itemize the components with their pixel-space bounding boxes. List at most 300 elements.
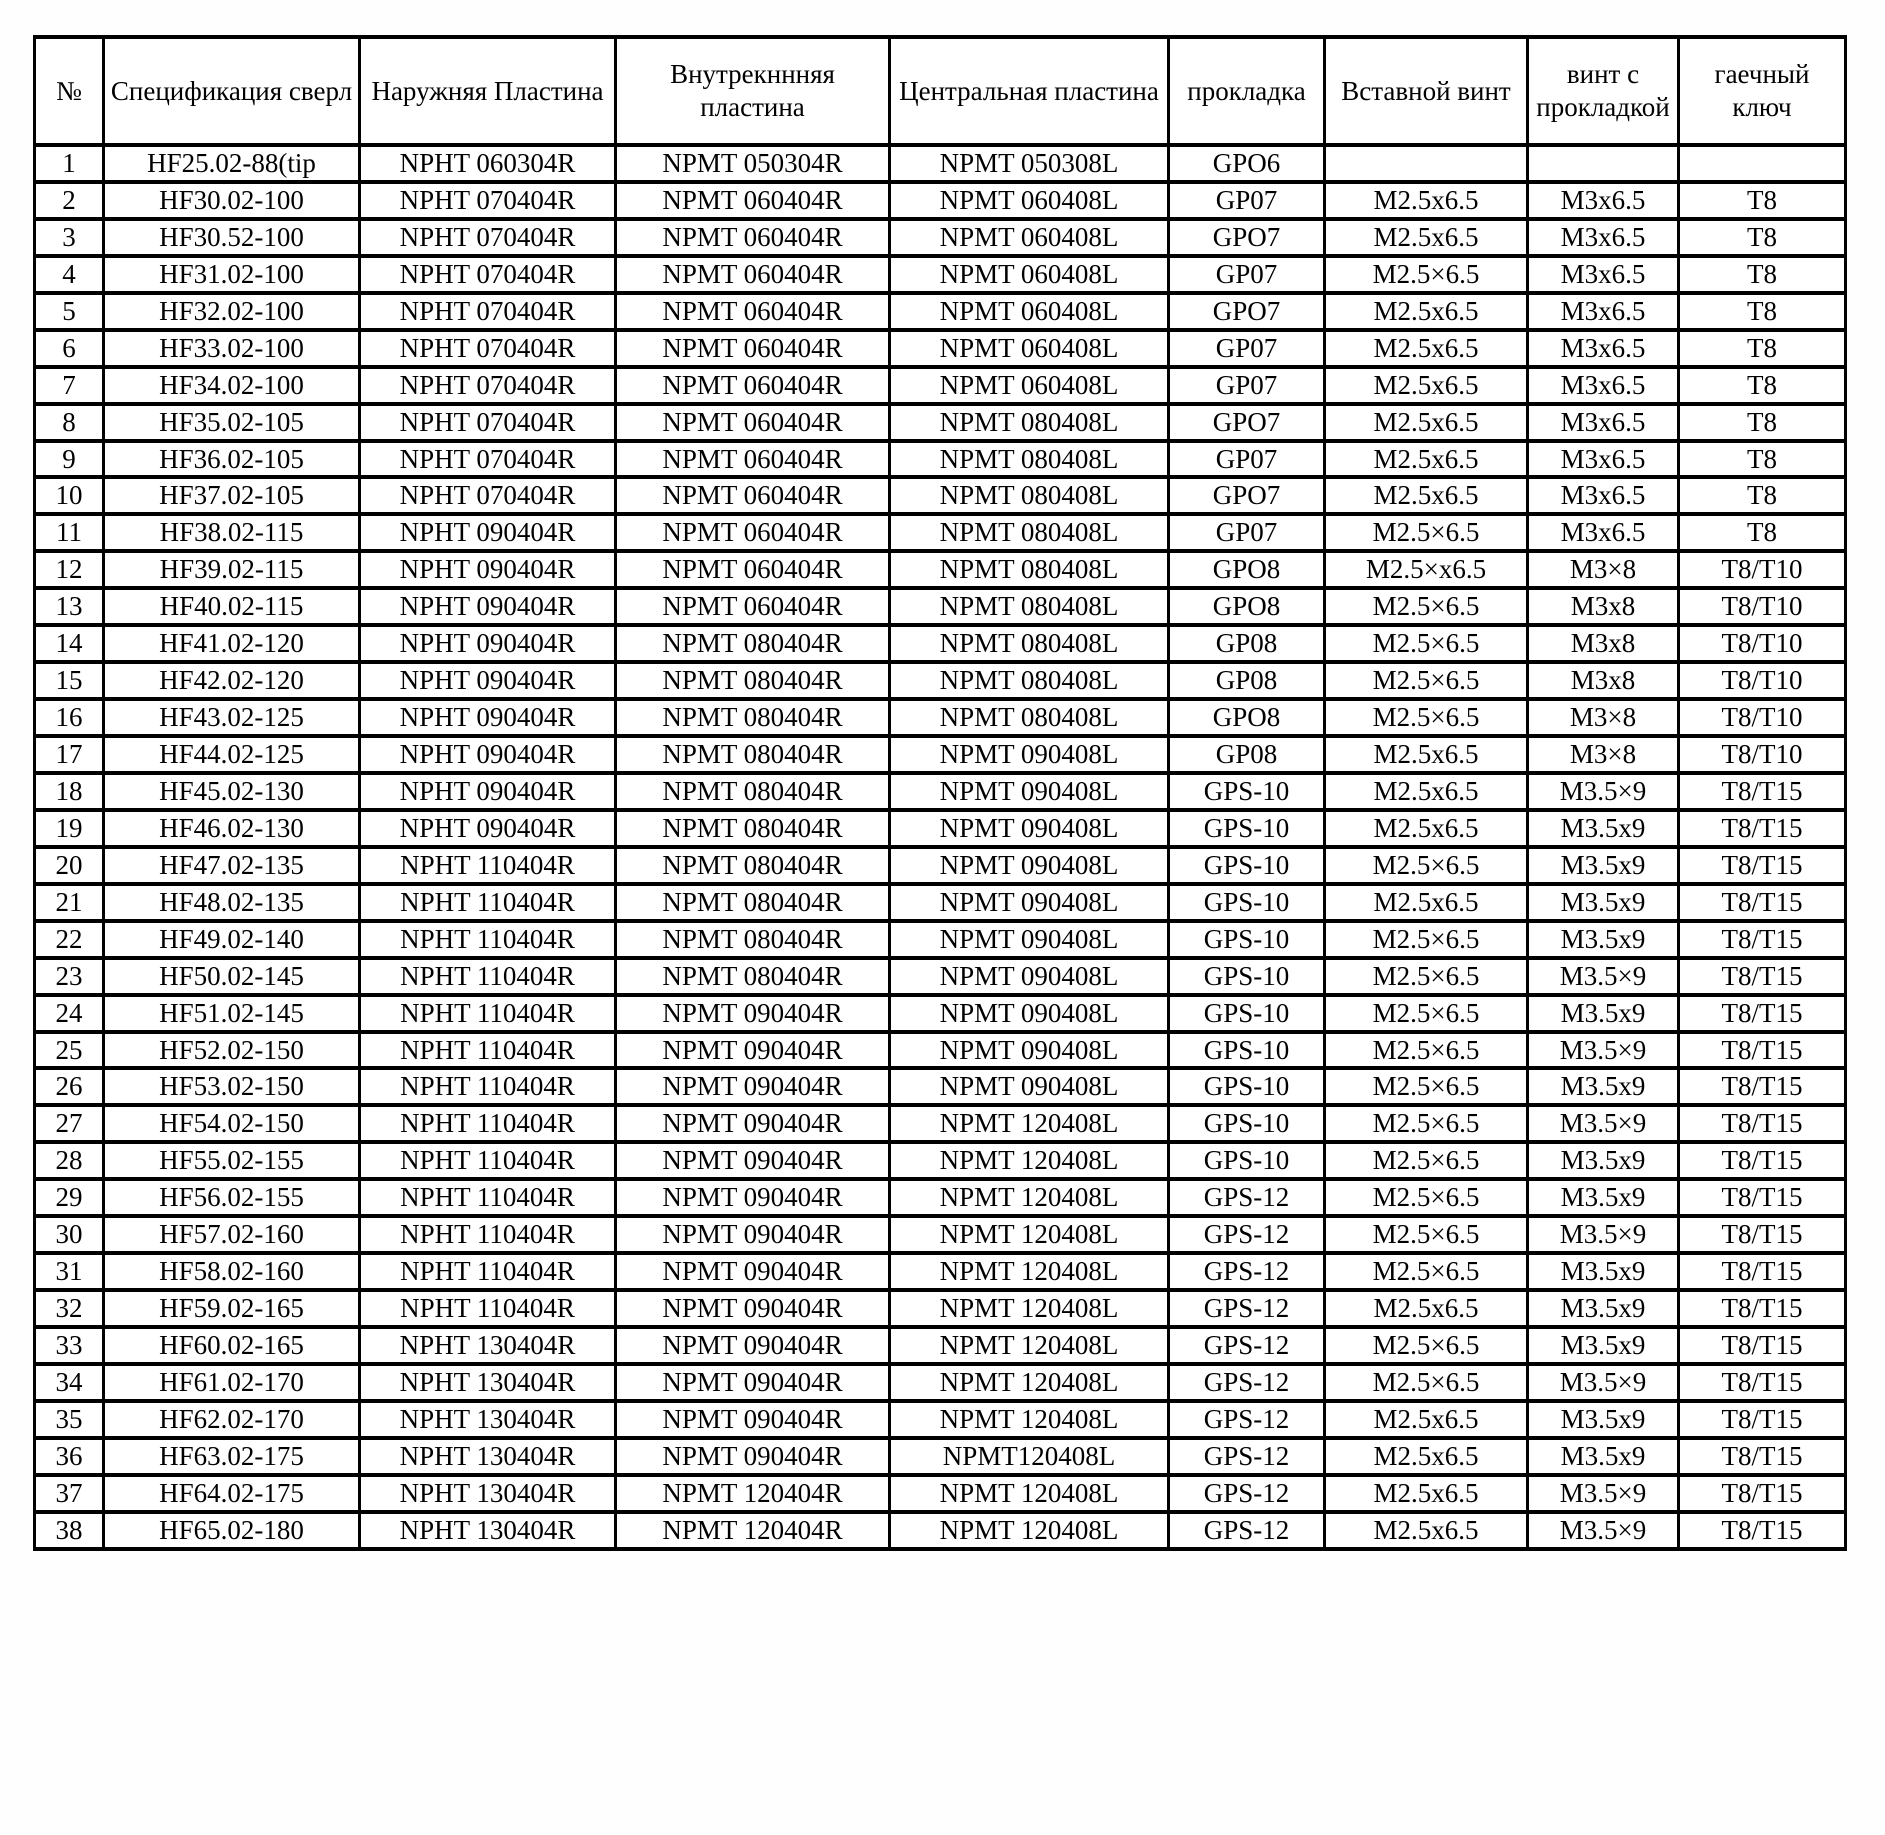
header-row xyxy=(35,37,1846,145)
cell-num: 18 xyxy=(35,773,104,810)
cell-outer-plate: NPHT 110404R xyxy=(360,1105,616,1142)
table-row xyxy=(35,1105,1846,1142)
cell-inner-plate: NPMT 090404R xyxy=(616,1253,890,1290)
cell-central-plate: NPMT 090408L xyxy=(890,1032,1169,1069)
cell-inner-plate: NPMT 090404R xyxy=(616,1032,890,1069)
cell-screw-with-gasket: M3.5×9 xyxy=(1528,1364,1679,1401)
cell-screw-with-gasket: M3x6.5 xyxy=(1528,367,1679,404)
cell-gasket: GPO8 xyxy=(1169,699,1325,736)
cell-outer-plate: NPHT 130404R xyxy=(360,1327,616,1364)
cell-gasket: GPS-12 xyxy=(1169,1253,1325,1290)
cell-num: 34 xyxy=(35,1364,104,1401)
cell-screw-with-gasket: M3.5x9 xyxy=(1528,1327,1679,1364)
cell-inner-plate: NPMT 060404R xyxy=(616,182,890,219)
cell-inner-plate: NPMT 080404R xyxy=(616,773,890,810)
cell-insert-screw: M2.5×6.5 xyxy=(1325,256,1528,293)
cell-screw-with-gasket: M3.5x9 xyxy=(1528,1253,1679,1290)
cell-num: 37 xyxy=(35,1475,104,1512)
cell-gasket: GP07 xyxy=(1169,441,1325,478)
cell-inner-plate: NPMT 090404R xyxy=(616,1142,890,1179)
cell-outer-plate: NPHT 060304R xyxy=(360,145,616,182)
cell-screw-with-gasket: M3.5x9 xyxy=(1528,847,1679,884)
cell-spec: HF64.02-175 xyxy=(104,1475,360,1512)
table-row xyxy=(35,514,1846,551)
cell-gasket: GPS-12 xyxy=(1169,1327,1325,1364)
cell-central-plate: NPMT 090408L xyxy=(890,884,1169,921)
cell-gasket: GPS-10 xyxy=(1169,958,1325,995)
cell-wrench: T8/T15 xyxy=(1679,1216,1846,1253)
cell-central-plate: NPMT 080408L xyxy=(890,441,1169,478)
cell-spec: HF35.02-105 xyxy=(104,404,360,441)
cell-outer-plate: NPHT 070404R xyxy=(360,330,616,367)
cell-gasket: GPS-10 xyxy=(1169,1068,1325,1105)
cell-spec: HF32.02-100 xyxy=(104,293,360,330)
header-central-plate: Центральная пластина xyxy=(890,37,1169,145)
cell-spec: HF44.02-125 xyxy=(104,736,360,773)
table-row xyxy=(35,588,1846,625)
cell-central-plate: NPMT 090408L xyxy=(890,921,1169,958)
cell-spec: HF65.02-180 xyxy=(104,1512,360,1549)
cell-inner-plate: NPMT 090404R xyxy=(616,1364,890,1401)
cell-wrench: T8/T10 xyxy=(1679,551,1846,588)
cell-central-plate: NPMT 090408L xyxy=(890,995,1169,1032)
cell-num: 28 xyxy=(35,1142,104,1179)
cell-screw-with-gasket: M3x8 xyxy=(1528,625,1679,662)
cell-inner-plate: NPMT 060404R xyxy=(616,588,890,625)
cell-screw-with-gasket: M3.5x9 xyxy=(1528,810,1679,847)
cell-screw-with-gasket: M3.5×9 xyxy=(1528,958,1679,995)
cell-inner-plate: NPMT 090404R xyxy=(616,1327,890,1364)
cell-central-plate: NPMT 080408L xyxy=(890,588,1169,625)
cell-gasket: GPS-10 xyxy=(1169,995,1325,1032)
cell-spec: HF30.02-100 xyxy=(104,182,360,219)
cell-central-plate: NPMT 120408L xyxy=(890,1105,1169,1142)
cell-outer-plate: NPHT 110404R xyxy=(360,1253,616,1290)
table-row xyxy=(35,662,1846,699)
cell-spec: HF36.02-105 xyxy=(104,441,360,478)
cell-outer-plate: NPHT 070404R xyxy=(360,293,616,330)
cell-central-plate: NPMT120408L xyxy=(890,1438,1169,1475)
cell-insert-screw xyxy=(1325,145,1528,182)
cell-spec: HF49.02-140 xyxy=(104,921,360,958)
cell-wrench: T8/T15 xyxy=(1679,1327,1846,1364)
cell-screw-with-gasket: M3×8 xyxy=(1528,551,1679,588)
cell-central-plate: NPMT 120408L xyxy=(890,1142,1169,1179)
cell-num: 29 xyxy=(35,1179,104,1216)
cell-screw-with-gasket: M3x6.5 xyxy=(1528,293,1679,330)
cell-screw-with-gasket: M3.5×9 xyxy=(1528,1475,1679,1512)
cell-gasket: GPS-10 xyxy=(1169,1105,1325,1142)
table-row xyxy=(35,921,1846,958)
cell-outer-plate: NPHT 130404R xyxy=(360,1512,616,1549)
cell-insert-screw: M2.5×6.5 xyxy=(1325,699,1528,736)
cell-gasket: GPO7 xyxy=(1169,477,1325,514)
cell-num: 32 xyxy=(35,1290,104,1327)
table-row xyxy=(35,293,1846,330)
cell-num: 4 xyxy=(35,256,104,293)
cell-wrench: T8/T15 xyxy=(1679,921,1846,958)
cell-spec: HF38.02-115 xyxy=(104,514,360,551)
table-row xyxy=(35,995,1846,1032)
cell-insert-screw: M2.5x6.5 xyxy=(1325,367,1528,404)
cell-outer-plate: NPHT 110404R xyxy=(360,958,616,995)
cell-gasket: GPO7 xyxy=(1169,293,1325,330)
cell-screw-with-gasket: M3×8 xyxy=(1528,699,1679,736)
cell-outer-plate: NPHT 090404R xyxy=(360,514,616,551)
cell-gasket: GP07 xyxy=(1169,514,1325,551)
cell-wrench: T8 xyxy=(1679,182,1846,219)
cell-gasket: GPS-10 xyxy=(1169,1032,1325,1069)
cell-screw-with-gasket: M3.5×9 xyxy=(1528,1105,1679,1142)
cell-insert-screw: M2.5×x6.5 xyxy=(1325,551,1528,588)
cell-spec: HF31.02-100 xyxy=(104,256,360,293)
cell-outer-plate: NPHT 110404R xyxy=(360,884,616,921)
cell-outer-plate: NPHT 130404R xyxy=(360,1438,616,1475)
cell-outer-plate: NPHT 090404R xyxy=(360,551,616,588)
cell-num: 27 xyxy=(35,1105,104,1142)
table-body xyxy=(35,145,1846,1549)
cell-insert-screw: M2.5×6.5 xyxy=(1325,995,1528,1032)
cell-wrench: T8/T10 xyxy=(1679,625,1846,662)
cell-spec: HF50.02-145 xyxy=(104,958,360,995)
table-row xyxy=(35,1253,1846,1290)
cell-wrench: T8 xyxy=(1679,367,1846,404)
cell-wrench: T8/T10 xyxy=(1679,588,1846,625)
cell-screw-with-gasket xyxy=(1528,145,1679,182)
cell-gasket: GPO7 xyxy=(1169,404,1325,441)
table-row xyxy=(35,699,1846,736)
cell-screw-with-gasket: M3x6.5 xyxy=(1528,256,1679,293)
cell-screw-with-gasket: M3.5×9 xyxy=(1528,1032,1679,1069)
cell-outer-plate: NPHT 070404R xyxy=(360,182,616,219)
cell-wrench: T8/T15 xyxy=(1679,1475,1846,1512)
cell-central-plate: NPMT 120408L xyxy=(890,1327,1169,1364)
cell-num: 36 xyxy=(35,1438,104,1475)
cell-insert-screw: M2.5x6.5 xyxy=(1325,1290,1528,1327)
cell-gasket: GP07 xyxy=(1169,367,1325,404)
cell-num: 16 xyxy=(35,699,104,736)
table-row xyxy=(35,625,1846,662)
cell-wrench: T8 xyxy=(1679,477,1846,514)
cell-central-plate: NPMT 090408L xyxy=(890,1068,1169,1105)
cell-num: 11 xyxy=(35,514,104,551)
cell-central-plate: NPMT 060408L xyxy=(890,182,1169,219)
cell-num: 33 xyxy=(35,1327,104,1364)
cell-insert-screw: M2.5×6.5 xyxy=(1325,958,1528,995)
header-outer-plate: Наружняя Пластина xyxy=(360,37,616,145)
table-row xyxy=(35,441,1846,478)
cell-inner-plate: NPMT 060404R xyxy=(616,367,890,404)
cell-spec: HF57.02-160 xyxy=(104,1216,360,1253)
cell-outer-plate: NPHT 090404R xyxy=(360,736,616,773)
cell-num: 21 xyxy=(35,884,104,921)
cell-num: 30 xyxy=(35,1216,104,1253)
cell-central-plate: NPMT 120408L xyxy=(890,1179,1169,1216)
cell-screw-with-gasket: M3x6.5 xyxy=(1528,182,1679,219)
cell-screw-with-gasket: M3x6.5 xyxy=(1528,404,1679,441)
cell-spec: HF58.02-160 xyxy=(104,1253,360,1290)
cell-gasket: GPO6 xyxy=(1169,145,1325,182)
cell-insert-screw: M2.5×6.5 xyxy=(1325,588,1528,625)
cell-insert-screw: M2.5x6.5 xyxy=(1325,330,1528,367)
cell-inner-plate: NPMT 080404R xyxy=(616,921,890,958)
cell-gasket: GPS-12 xyxy=(1169,1290,1325,1327)
cell-central-plate: NPMT 080408L xyxy=(890,477,1169,514)
cell-central-plate: NPMT 120408L xyxy=(890,1512,1169,1549)
cell-inner-plate: NPMT 060404R xyxy=(616,514,890,551)
cell-central-plate: NPMT 060408L xyxy=(890,293,1169,330)
cell-outer-plate: NPHT 110404R xyxy=(360,1290,616,1327)
cell-gasket: GPS-12 xyxy=(1169,1438,1325,1475)
table-row xyxy=(35,1327,1846,1364)
table-header xyxy=(35,37,1846,145)
cell-inner-plate: NPMT 080404R xyxy=(616,884,890,921)
cell-insert-screw: M2.5×6.5 xyxy=(1325,662,1528,699)
table-row xyxy=(35,182,1846,219)
cell-screw-with-gasket: M3.5x9 xyxy=(1528,1142,1679,1179)
table-row xyxy=(35,1179,1846,1216)
cell-wrench: T8/T15 xyxy=(1679,1179,1846,1216)
cell-wrench: T8/T10 xyxy=(1679,736,1846,773)
cell-insert-screw: M2.5x6.5 xyxy=(1325,810,1528,847)
cell-wrench: T8/T15 xyxy=(1679,1142,1846,1179)
cell-num: 20 xyxy=(35,847,104,884)
cell-central-plate: NPMT 080408L xyxy=(890,699,1169,736)
cell-num: 6 xyxy=(35,330,104,367)
cell-wrench: T8/T15 xyxy=(1679,1364,1846,1401)
cell-insert-screw: M2.5x6.5 xyxy=(1325,404,1528,441)
cell-gasket: GPS-12 xyxy=(1169,1216,1325,1253)
cell-wrench: T8/T15 xyxy=(1679,1105,1846,1142)
cell-gasket: GPS-10 xyxy=(1169,884,1325,921)
cell-insert-screw: M2.5x6.5 xyxy=(1325,219,1528,256)
cell-outer-plate: NPHT 070404R xyxy=(360,477,616,514)
cell-screw-with-gasket: M3.5x9 xyxy=(1528,1290,1679,1327)
cell-num: 1 xyxy=(35,145,104,182)
cell-gasket: GPS-12 xyxy=(1169,1364,1325,1401)
cell-insert-screw: M2.5x6.5 xyxy=(1325,773,1528,810)
cell-central-plate: NPMT 090408L xyxy=(890,810,1169,847)
cell-central-plate: NPMT 120408L xyxy=(890,1475,1169,1512)
cell-insert-screw: M2.5×6.5 xyxy=(1325,514,1528,551)
cell-outer-plate: NPHT 110404R xyxy=(360,847,616,884)
cell-gasket: GPS-10 xyxy=(1169,1142,1325,1179)
cell-wrench: T8/T15 xyxy=(1679,1253,1846,1290)
cell-central-plate: NPMT 080408L xyxy=(890,514,1169,551)
cell-insert-screw: M2.5×6.5 xyxy=(1325,1253,1528,1290)
cell-gasket: GP08 xyxy=(1169,736,1325,773)
cell-screw-with-gasket: M3.5x9 xyxy=(1528,995,1679,1032)
cell-inner-plate: NPMT 120404R xyxy=(616,1475,890,1512)
table-row xyxy=(35,1032,1846,1069)
cell-gasket: GPS-10 xyxy=(1169,773,1325,810)
cell-num: 8 xyxy=(35,404,104,441)
cell-num: 7 xyxy=(35,367,104,404)
cell-central-plate: NPMT 080408L xyxy=(890,551,1169,588)
cell-gasket: GPO8 xyxy=(1169,551,1325,588)
cell-wrench: T8 xyxy=(1679,404,1846,441)
cell-outer-plate: NPHT 110404R xyxy=(360,1142,616,1179)
cell-spec: HF59.02-165 xyxy=(104,1290,360,1327)
cell-num: 9 xyxy=(35,441,104,478)
table-row xyxy=(35,884,1846,921)
cell-spec: HF54.02-150 xyxy=(104,1105,360,1142)
cell-central-plate: NPMT 120408L xyxy=(890,1290,1169,1327)
cell-central-plate: NPMT 080408L xyxy=(890,662,1169,699)
cell-num: 35 xyxy=(35,1401,104,1438)
cell-spec: HF52.02-150 xyxy=(104,1032,360,1069)
table-row xyxy=(35,736,1846,773)
cell-central-plate: NPMT 090408L xyxy=(890,958,1169,995)
cell-outer-plate: NPHT 070404R xyxy=(360,256,616,293)
cell-screw-with-gasket: M3.5×9 xyxy=(1528,773,1679,810)
table-row xyxy=(35,1216,1846,1253)
cell-gasket: GPS-12 xyxy=(1169,1179,1325,1216)
cell-outer-plate: NPHT 110404R xyxy=(360,921,616,958)
cell-outer-plate: NPHT 090404R xyxy=(360,699,616,736)
cell-gasket: GP07 xyxy=(1169,182,1325,219)
table-row xyxy=(35,1290,1846,1327)
cell-inner-plate: NPMT 060404R xyxy=(616,404,890,441)
cell-inner-plate: NPMT 090404R xyxy=(616,1290,890,1327)
cell-spec: HF45.02-130 xyxy=(104,773,360,810)
cell-screw-with-gasket: M3x6.5 xyxy=(1528,219,1679,256)
cell-gasket: GP08 xyxy=(1169,625,1325,662)
drill-spec-table xyxy=(33,35,1847,1551)
cell-num: 5 xyxy=(35,293,104,330)
header-screw-with-gasket: винт с прокладкой xyxy=(1528,37,1679,145)
cell-insert-screw: M2.5×6.5 xyxy=(1325,1142,1528,1179)
cell-outer-plate: NPHT 130404R xyxy=(360,1401,616,1438)
cell-outer-plate: NPHT 070404R xyxy=(360,219,616,256)
cell-insert-screw: M2.5x6.5 xyxy=(1325,441,1528,478)
cell-screw-with-gasket: M3.5x9 xyxy=(1528,921,1679,958)
cell-outer-plate: NPHT 090404R xyxy=(360,662,616,699)
cell-spec: HF53.02-150 xyxy=(104,1068,360,1105)
cell-wrench: T8/T15 xyxy=(1679,884,1846,921)
table-row xyxy=(35,958,1846,995)
cell-gasket: GP07 xyxy=(1169,330,1325,367)
table-row xyxy=(35,145,1846,182)
cell-screw-with-gasket: M3x6.5 xyxy=(1528,477,1679,514)
cell-inner-plate: NPMT 060404R xyxy=(616,330,890,367)
cell-inner-plate: NPMT 080404R xyxy=(616,847,890,884)
table-row xyxy=(35,1475,1846,1512)
cell-wrench: T8 xyxy=(1679,514,1846,551)
cell-outer-plate: NPHT 090404R xyxy=(360,625,616,662)
cell-wrench: T8 xyxy=(1679,219,1846,256)
cell-wrench: T8/T10 xyxy=(1679,662,1846,699)
cell-inner-plate: NPMT 080404R xyxy=(616,662,890,699)
cell-spec: HF42.02-120 xyxy=(104,662,360,699)
cell-outer-plate: NPHT 110404R xyxy=(360,1179,616,1216)
cell-num: 14 xyxy=(35,625,104,662)
cell-outer-plate: NPHT 110404R xyxy=(360,1068,616,1105)
cell-spec: HF55.02-155 xyxy=(104,1142,360,1179)
cell-insert-screw: M2.5×6.5 xyxy=(1325,1032,1528,1069)
cell-spec: HF25.02-88(tip xyxy=(104,145,360,182)
cell-wrench: T8/T15 xyxy=(1679,847,1846,884)
cell-central-plate: NPMT 120408L xyxy=(890,1216,1169,1253)
cell-central-plate: NPMT 120408L xyxy=(890,1364,1169,1401)
cell-outer-plate: NPHT 110404R xyxy=(360,1032,616,1069)
cell-screw-with-gasket: M3x6.5 xyxy=(1528,514,1679,551)
cell-screw-with-gasket: M3.5x9 xyxy=(1528,1438,1679,1475)
cell-screw-with-gasket: M3.5x9 xyxy=(1528,1401,1679,1438)
table-row xyxy=(35,1364,1846,1401)
cell-num: 13 xyxy=(35,588,104,625)
cell-outer-plate: NPHT 110404R xyxy=(360,995,616,1032)
cell-spec: HF43.02-125 xyxy=(104,699,360,736)
cell-inner-plate: NPMT 080404R xyxy=(616,958,890,995)
cell-screw-with-gasket: M3×8 xyxy=(1528,736,1679,773)
cell-spec: HF62.02-170 xyxy=(104,1401,360,1438)
cell-spec: HF56.02-155 xyxy=(104,1179,360,1216)
header-num: № xyxy=(35,37,104,145)
cell-wrench: T8/T15 xyxy=(1679,1068,1846,1105)
table-row xyxy=(35,219,1846,256)
cell-inner-plate: NPMT 050304R xyxy=(616,145,890,182)
cell-inner-plate: NPMT 090404R xyxy=(616,1216,890,1253)
cell-wrench: T8/T15 xyxy=(1679,1290,1846,1327)
cell-wrench: T8/T15 xyxy=(1679,958,1846,995)
cell-num: 15 xyxy=(35,662,104,699)
cell-outer-plate: NPHT 130404R xyxy=(360,1475,616,1512)
cell-insert-screw: M2.5x6.5 xyxy=(1325,477,1528,514)
cell-inner-plate: NPMT 090404R xyxy=(616,1401,890,1438)
cell-wrench: T8/T15 xyxy=(1679,1512,1846,1549)
cell-central-plate: NPMT 060408L xyxy=(890,330,1169,367)
cell-wrench: T8/T15 xyxy=(1679,1401,1846,1438)
table-row xyxy=(35,256,1846,293)
cell-outer-plate: NPHT 090404R xyxy=(360,773,616,810)
cell-spec: HF39.02-115 xyxy=(104,551,360,588)
cell-outer-plate: NPHT 070404R xyxy=(360,441,616,478)
cell-insert-screw: M2.5×6.5 xyxy=(1325,1327,1528,1364)
cell-inner-plate: NPMT 080404R xyxy=(616,810,890,847)
cell-spec: HF51.02-145 xyxy=(104,995,360,1032)
cell-gasket: GPS-10 xyxy=(1169,847,1325,884)
header-spec: Спецификация сверл xyxy=(104,37,360,145)
cell-insert-screw: M2.5x6.5 xyxy=(1325,884,1528,921)
cell-inner-plate: NPMT 080404R xyxy=(616,736,890,773)
cell-outer-plate: NPHT 110404R xyxy=(360,1216,616,1253)
cell-inner-plate: NPMT 090404R xyxy=(616,1438,890,1475)
cell-num: 38 xyxy=(35,1512,104,1549)
cell-insert-screw: M2.5x6.5 xyxy=(1325,1512,1528,1549)
cell-insert-screw: M2.5x6.5 xyxy=(1325,1475,1528,1512)
cell-insert-screw: M2.5×6.5 xyxy=(1325,847,1528,884)
cell-central-plate: NPMT 080408L xyxy=(890,625,1169,662)
cell-inner-plate: NPMT 060404R xyxy=(616,551,890,588)
cell-num: 25 xyxy=(35,1032,104,1069)
table-row xyxy=(35,404,1846,441)
cell-outer-plate: NPHT 070404R xyxy=(360,404,616,441)
cell-num: 10 xyxy=(35,477,104,514)
cell-spec: HF63.02-175 xyxy=(104,1438,360,1475)
cell-central-plate: NPMT 060408L xyxy=(890,367,1169,404)
cell-insert-screw: M2.5x6.5 xyxy=(1325,293,1528,330)
cell-spec: HF46.02-130 xyxy=(104,810,360,847)
cell-wrench: T8/T15 xyxy=(1679,773,1846,810)
cell-insert-screw: M2.5×6.5 xyxy=(1325,1179,1528,1216)
table-row xyxy=(35,477,1846,514)
cell-wrench: T8/T15 xyxy=(1679,995,1846,1032)
cell-inner-plate: NPMT 090404R xyxy=(616,1068,890,1105)
cell-gasket: GPS-10 xyxy=(1169,810,1325,847)
cell-wrench: T8 xyxy=(1679,293,1846,330)
cell-num: 17 xyxy=(35,736,104,773)
